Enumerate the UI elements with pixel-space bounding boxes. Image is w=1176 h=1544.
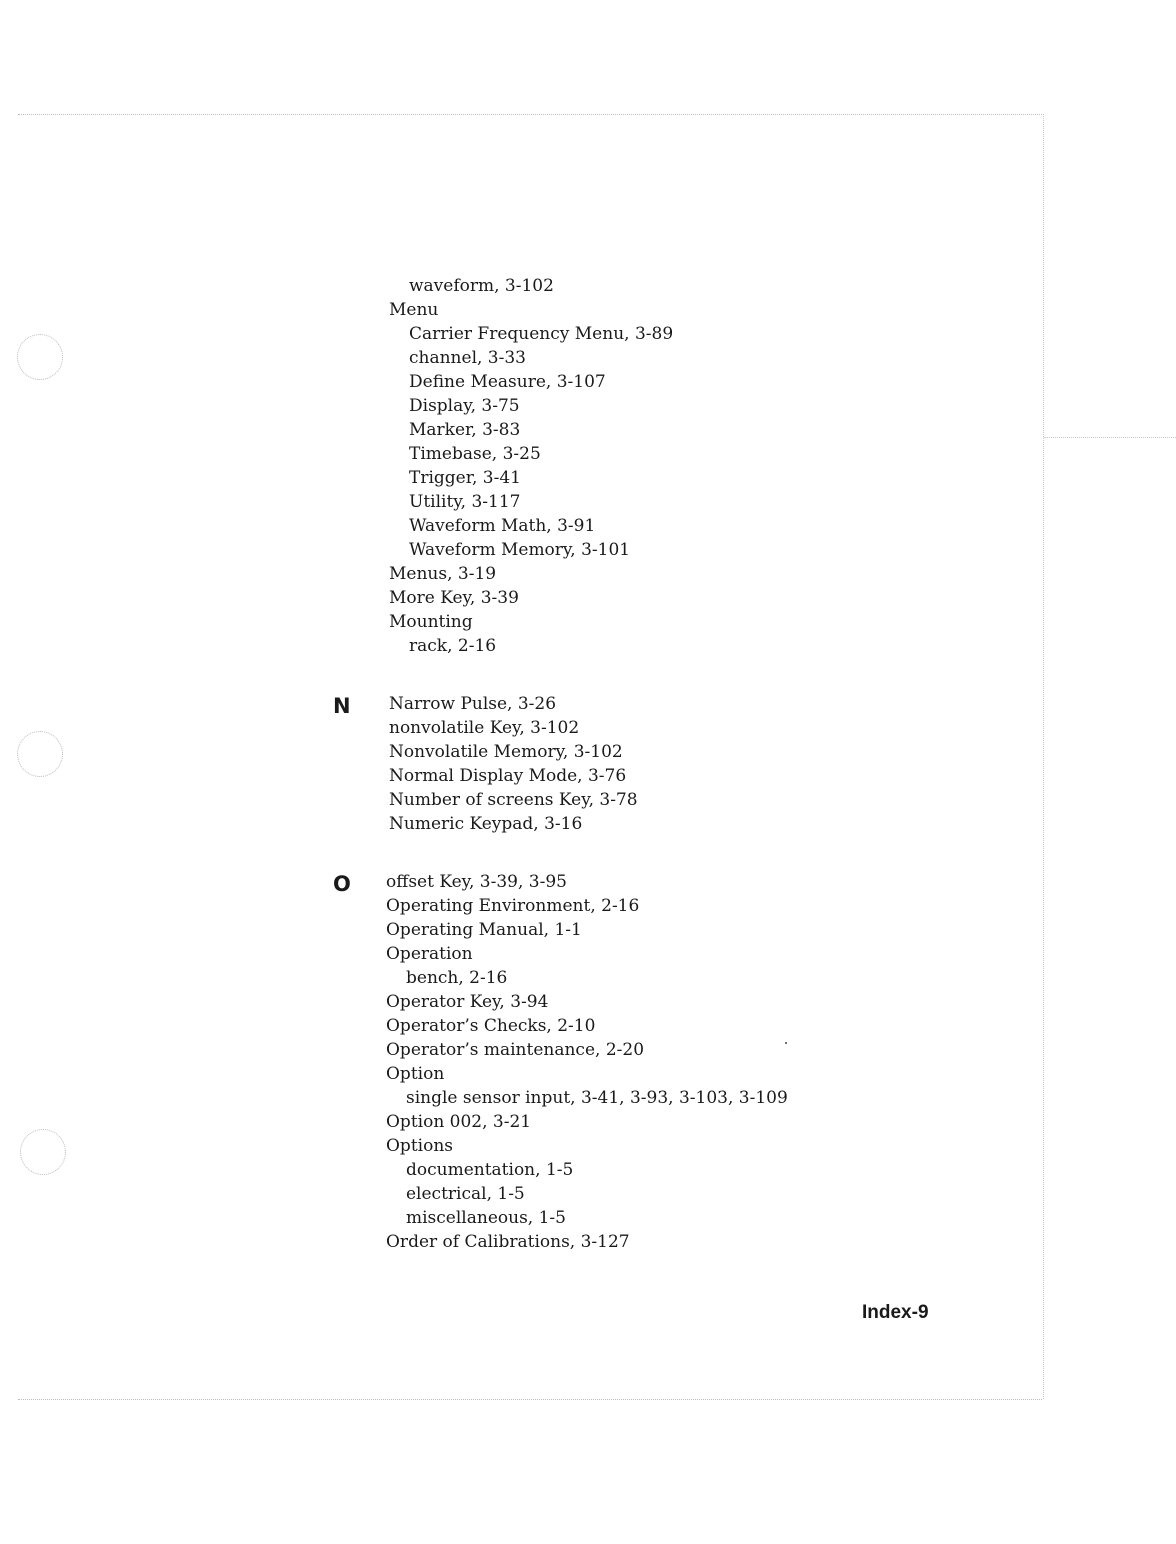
index-entry-list [386, 870, 788, 1254]
page-edge-bottom [18, 1399, 1042, 1400]
binder-hole [17, 731, 63, 777]
index-entry: Operator’s maintenance, 2-20 [386, 1040, 645, 1060]
index-entry: offset Key, 3-39, 3-95 [386, 872, 567, 892]
index-subentry: Define Measure, 3-107 [409, 372, 606, 392]
index-subentry: Carrier Frequency Menu, 3-89 [409, 324, 674, 344]
index-entry: Operation [386, 944, 473, 964]
binder-hole [17, 334, 63, 380]
index-entry: Narrow Pulse, 3-26 [389, 694, 557, 714]
index-entry: More Key, 3-39 [389, 588, 519, 608]
index-entry: Normal Display Mode, 3-76 [389, 766, 627, 786]
index-subentry: miscellaneous, 1-5 [406, 1208, 566, 1228]
index-entry-list [389, 692, 638, 836]
index-subentry: Waveform Math, 3-91 [409, 516, 596, 536]
index-subentry: channel, 3-33 [409, 348, 526, 368]
index-entry: Order of Calibrations, 3-127 [386, 1232, 630, 1252]
binder-hole [20, 1129, 66, 1175]
index-subentry: bench, 2-16 [406, 968, 508, 988]
section-letter-o: O [333, 872, 351, 896]
index-subentry: documentation, 1-5 [406, 1160, 574, 1180]
index-subentry: electrical, 1-5 [406, 1184, 525, 1204]
index-subentry: single sensor input, 3-41, 3-93, 3-103, 3-109 [406, 1088, 788, 1108]
page-edge-right [1043, 114, 1044, 1399]
index-subentry: Utility, 3-117 [409, 492, 521, 512]
tab-divider-line [1044, 437, 1176, 438]
index-entry: Operating Environment, 2-16 [386, 896, 640, 916]
index-subentry: Marker, 3-83 [409, 420, 521, 440]
index-entry: Mounting [389, 612, 473, 632]
index-entry: Operator’s Checks, 2-10 [386, 1016, 596, 1036]
index-entry: Number of screens Key, 3-78 [389, 790, 638, 810]
section-letter-n: N [333, 694, 351, 718]
index-subentry: Display, 3-75 [409, 396, 520, 416]
index-entry: nonvolatile Key, 3-102 [389, 718, 580, 738]
index-entry: Option 002, 3-21 [386, 1112, 532, 1132]
index-subentry: Timebase, 3-25 [409, 444, 541, 464]
page-edge-top [18, 114, 1044, 115]
index-entry: Numeric Keypad, 3-16 [389, 814, 583, 834]
page-number: Index-9 [862, 1302, 929, 1323]
index-subentry: rack, 2-16 [409, 636, 497, 656]
index-entry: Option [386, 1064, 445, 1084]
index-entry: Operator Key, 3-94 [386, 992, 549, 1012]
index-subentry: Trigger, 3-41 [409, 468, 521, 488]
index-entry: Menus, 3-19 [389, 564, 497, 584]
index-subentry: Waveform Memory, 3-101 [409, 540, 631, 560]
index-subentry: waveform, 3-102 [409, 276, 554, 296]
index-entry-list [389, 274, 673, 658]
index-entry: Options [386, 1136, 453, 1156]
index-entry: Operating Manual, 1-1 [386, 920, 582, 940]
index-entry: Nonvolatile Memory, 3-102 [389, 742, 623, 762]
index-entry: Menu [389, 300, 439, 320]
